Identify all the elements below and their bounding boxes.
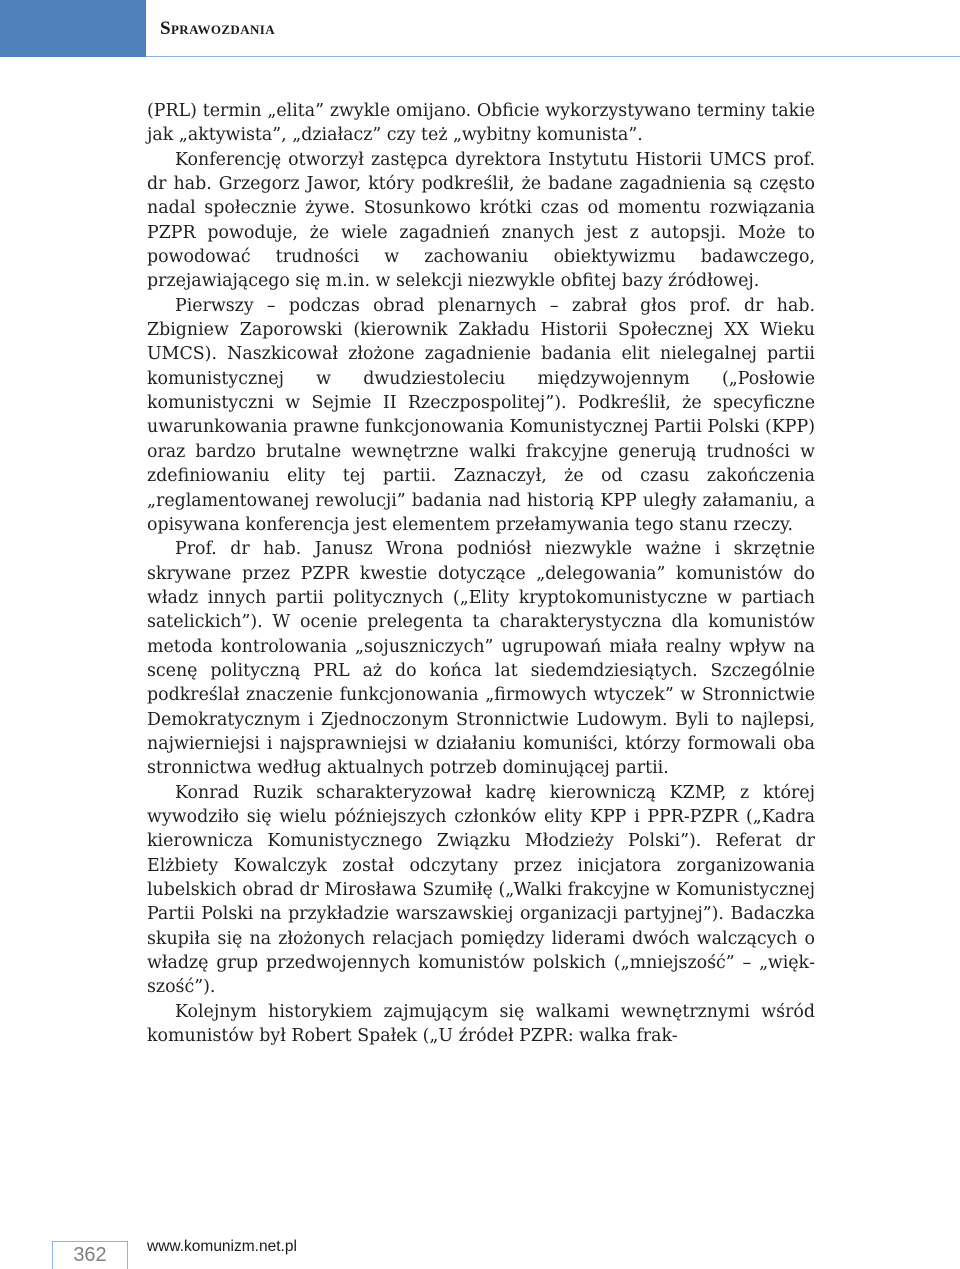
paragraph-6: Kolejnym historykiem zajmującym się walkami wewnętrznymi wśród komunistów był Robert Spałek („U źródeł PZPR: walka frak-	[147, 1001, 815, 1047]
section-title: Sprawozdania	[160, 18, 276, 39]
header-accent-block	[0, 0, 146, 57]
paragraph-2: Konferencję otworzył zastępca dyrektora Instytutu Historii UMCS prof. dr hab. Grzegorz Jawor, który podkreślił, że badane zagadnienia są często nadal społecznie żywe. Stosunkowo krótki czas od momentu rozwiązania PZPR powoduje, że wiele zagadnień znanych jest z autopsji. Może to powodować trudności w zachowaniu obiektywizmu badawczego, przejawiającego się m.in. w selekcji niezwykle obfitej bazy źródłowej.	[147, 149, 815, 292]
paragraph-1: (PRL) termin „elita” zwykle omijano. Obficie wykorzystywano terminy takie jak „aktywista”, „działacz” czy też „wybitny komunista”.	[147, 101, 815, 146]
paragraph-5: Konrad Ruzik scharakteryzował kadrę kierowniczą KZMP, z której wywodziło się wielu późniejszych członków elity KPP i PPR-PZPR („Kadra kierownicza Komunistycznego Związku Młodzieży Polski”). Referat dr Elżbiety Kowalczyk został odczytany przez inicjatora zorganizowania lubelskich obrad dr Mirosława Szumiłę („Walki frakcyjne w Komunistycznej Partii Polski na przykładzie warszawskiej organizacji partyjnej”). Badaczka skupiła się na złożonych relacjach pomiędzy liderami dwóch walczących o władzę grup przedwojennych komunistów polskich („mniejszość” – „większość”).	[147, 782, 815, 998]
paragraph-3: Pierwszy – podczas obrad plenarnych – zabrał głos prof. dr hab. Zbigniew Zaporowski (kierownik Zakładu Historii Społecznej XX Wieku UMCS). Naszkicował złożone zagadnienie badania elit nielegalnej partii komunistycznej w dwudziestoleciu międzywojennym („Posłowie komunistyczni w Sejmie II Rzeczpospolitej”). Podkreślił, że specyficzne uwarunkowania prawne funkcjonowania Komunistycznej Partii Polski (KPP) oraz bardzo brutalne wewnętrzne walki frakcyjne generują trudności w zdefiniowaniu elity tej partii. Zaznaczył, że od czasu zakończenia „reglamentowanej rewolucji” badania nad historią KPP uległy załamaniu, a opisywana konferencja jest elementem przełamywania tego stanu rzeczy.	[147, 295, 815, 535]
article-body	[147, 99, 815, 1048]
page-number: 362	[73, 1244, 107, 1266]
paragraph-4: Prof. dr hab. Janusz Wrona podniósł niezwykle ważne i skrzętnie skrywane przez PZPR kwestie dotyczące „delegowania” komunistów do władz innych partii politycznych („Elity kryptokomunistyczne w partiach satelickich”). W ocenie prelegenta ta charakterystyczna dla komunistów metoda kontrolowania „sojuszniczych” ugrupowań miała realny wpływ na scenę polityczną PRL aż do końca lat siedemdziesiątych. Szczególnie podkreślał znaczenie funkcjonowania „firmowych wtyczek” w Stronnictwie Demokratycznym i Zjednoczonym Stronnictwie Ludowym. Byli to najlepsi, najwierniejsi i najsprawniejsi w działaniu komuniści, którzy formowali oba stronnictwa według aktualnych potrzeb dominującej partii.	[147, 539, 815, 779]
header-divider	[146, 56, 960, 57]
footer-website: www.komunizm.net.pl	[147, 1238, 297, 1255]
